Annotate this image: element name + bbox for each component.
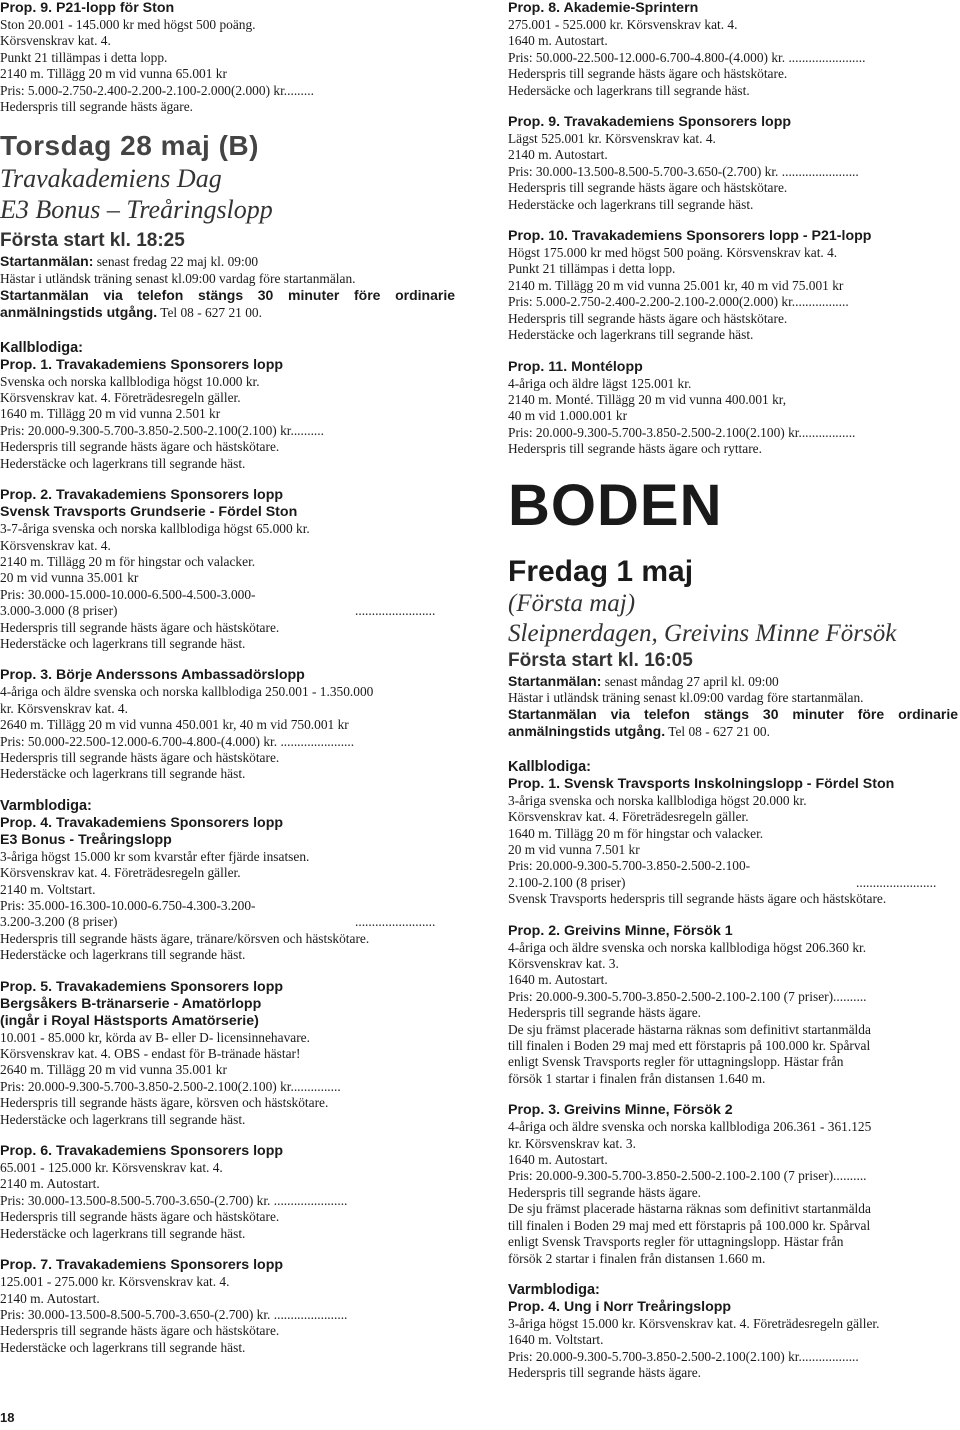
- prop-title: Prop. 8. Akademie-Sprintern: [508, 0, 699, 16]
- prop-line: Hederstäcke och lagerkrans till segrande häst.: [0, 635, 246, 651]
- prop-line: 20 m vid vunna 35.001 kr: [0, 570, 139, 586]
- leader-dots: ........................: [355, 914, 436, 930]
- prop-line: Pris: 20.000-9.300-5.700-3.850-2.500-2.100-2.100 (7 priser)..........: [508, 988, 867, 1004]
- prop-line: Pris: 50.000-22.500-12.000-6.700-4.800-(4.000) kr. ......................: [0, 733, 355, 749]
- prop-title: Prop. 9. Travakademiens Sponsorers lopp: [508, 114, 792, 131]
- utlandsk-line: Hästar i utländsk träning senast kl.09:00 vardag före startanmälan.: [0, 270, 356, 286]
- prop-line: Pris: 20.000-9.300-5.700-3.850-2.500-2.100-: [508, 858, 751, 874]
- telefon-line-2: [0, 304, 455, 321]
- prop-line: 3-åriga svenska och norska kallblodiga högst 20.000 kr.: [508, 792, 807, 808]
- prop-line: 2640 m. Tillägg 20 m vid vunna 35.001 kr: [0, 1062, 227, 1078]
- prop-title: Prop. 1. Svensk Travsports Inskolningslopp - Fördel Ston: [508, 775, 895, 792]
- prop-line: Pris: 20.000-9.300-5.700-3.850-2.500-2.100(2.100) kr.................: [508, 424, 856, 440]
- utlandsk-line: Hästar i utländsk träning senast kl.09:00 vardag före startanmälan.: [508, 689, 864, 705]
- prop-line: Hederspris till segrande hästs ägare och hästskötare.: [508, 310, 788, 326]
- prop-line: Hederspris till segrande hästs ägare och ryttare.: [508, 441, 762, 457]
- prop-line: Svenska och norska kallblodiga högst 10.000 kr.: [0, 373, 260, 389]
- telefon-rest: Tel 08 - 627 21 00.: [665, 724, 770, 740]
- startanmalan-line: [0, 253, 455, 270]
- prop-line: Pris: 20.000-9.300-5.700-3.850-2.500-2.100(2.100) kr..........: [0, 422, 324, 438]
- prop-title: Prop. 1. Travakademiens Sponsorers lopp: [0, 356, 284, 373]
- prop-line: 1640 m. Autostart.: [508, 1152, 608, 1168]
- prop-line: 275.001 - 525.000 kr. Körsvenskrav kat. 4.: [508, 17, 738, 32]
- prop-title: Prop. 9. P21-lopp för Ston: [0, 0, 175, 16]
- prop-line: 3-åriga högst 15.000 kr. Körsvenskrav kat. 4. Företrädesregeln gäller.: [508, 1315, 880, 1331]
- prop-line: 3-åriga högst 15.000 kr som kvarstår efter fjärde insatsen.: [0, 848, 310, 864]
- prop-line: 2140 m. Autostart.: [508, 147, 608, 163]
- prop-line: Hederspris till segrande hästs ägare.: [0, 99, 193, 115]
- prop-title: Prop. 11. Montélopp: [508, 358, 643, 375]
- prop-2-block: [0, 487, 455, 652]
- prop-line: Hederstäcke och lagerkrans till segrande häst.: [0, 455, 246, 471]
- prop-3-block: [0, 667, 455, 782]
- prop-line: Hederspris till segrande hästs ägare och hästskötare.: [0, 749, 280, 765]
- prop-line: kr. Körsvenskrav kat. 3.: [508, 1135, 636, 1151]
- prop-line: Punkt 21 tillämpas i detta lopp.: [508, 261, 676, 277]
- prop-title: Prop. 5. Travakademiens Sponsorers lopp: [0, 978, 284, 995]
- prop-line: 4-åriga och äldre svenska och norska kallblodiga 250.001 - 1.350.000: [0, 684, 374, 700]
- prop-title: Prop. 2. Greivins Minne, Försök 1: [508, 922, 733, 939]
- prop-line: 4-åriga och äldre lägst 125.001 kr.: [508, 375, 692, 391]
- prop-line: 20 m vid vunna 7.501 kr: [508, 841, 640, 857]
- prop-line: 2140 m. Autostart.: [0, 1290, 100, 1306]
- prop-subtitle: (ingår i Royal Hästsports Amatörserie): [0, 1012, 259, 1029]
- prop-line: enligt Svensk Travsports regler för uttagningslopp. Hästar från: [508, 1054, 844, 1070]
- kallblodiga-heading: Kallblodiga:: [0, 339, 83, 356]
- day-header-fredag: [508, 555, 958, 741]
- day-subname: Sleipnerdagen, Greivins Minne Försök: [508, 619, 897, 647]
- prop-line: 1640 m. Autostart.: [508, 972, 608, 988]
- prop-title: Prop. 7. Travakademiens Sponsorers lopp: [0, 1257, 284, 1274]
- prop-line: Pris: 5.000-2.750-2.400-2.200-2.100-2.000(2.000) kr.................: [508, 294, 849, 310]
- prop-line: 1640 m. Tillägg 20 m vid vunna 2.501 kr: [0, 406, 221, 422]
- prop-subtitle: E3 Bonus - Treåringslopp: [0, 831, 172, 848]
- day-subname: E3 Bonus – Treåringslopp: [0, 195, 273, 225]
- prop-line: Hederspris till segrande hästs ägare och hästskötare.: [508, 66, 788, 82]
- prop-line: [508, 875, 958, 891]
- kallblodiga-heading: Kallblodiga:: [508, 758, 591, 775]
- prop-title: Prop. 2. Travakademiens Sponsorers lopp: [0, 487, 284, 504]
- telefon-line: Startanmälan via telefon stängs 30 minuter före ordinarie: [0, 287, 455, 304]
- prop-line: 1640 m. Voltstart.: [508, 1332, 604, 1348]
- telefon-bold: anmälningstids utgång.: [0, 304, 158, 321]
- day-name: Travakademiens Dag: [0, 164, 222, 194]
- prop-line: Hederspris till segrande hästs ägare och hästskötare.: [508, 180, 788, 196]
- prop-line: Punkt 21 tillämpas i detta lopp.: [0, 49, 168, 65]
- prop-line: Pris: 30.000-15.000-10.000-6.500-4.500-3.000-: [0, 586, 256, 602]
- prop-1-block: [0, 357, 455, 472]
- prop-subtitle: Svensk Travsports Grundserie - Fördel Ston: [0, 504, 298, 521]
- prop-line: 4-åriga och äldre svenska och norska kallblodiga högst 206.360 kr.: [508, 939, 867, 955]
- prop-line: 2140 m. Tillägg 20 m vid vunna 25.001 kr, 40 m vid 75.001 kr: [508, 277, 844, 293]
- prop-line: 4-åriga och äldre svenska och norska kallblodiga 206.361 - 361.125: [508, 1119, 872, 1135]
- prop-line: 2140 m. Voltstart.: [0, 881, 96, 897]
- prop-line: Hederspris till segrande hästs ägare, tränare/körsven och hästskötare.: [0, 930, 370, 946]
- prop-line: till finalen i Boden 29 maj med ett förstapris på 100.000 kr. Spårval: [508, 1217, 871, 1233]
- prop-4-block: [508, 1299, 958, 1382]
- startanmalan-label: Startanmälan:: [508, 672, 602, 689]
- leader-dots: ........................: [355, 603, 436, 619]
- prop-line: Pris: 30.000-13.500-8.500-5.700-3.650-(2.700) kr. .......................: [508, 163, 859, 179]
- prop-9-block: [0, 0, 455, 115]
- page-number: 18: [0, 1410, 15, 1425]
- first-start: Första start kl. 18:25: [0, 230, 185, 252]
- telefon-line-2: [508, 723, 958, 740]
- prop-4-block: [0, 815, 455, 964]
- prop-line: enligt Svensk Travsports regler för uttagningslopp. Hästar från: [508, 1234, 844, 1250]
- prop-title: Prop. 4. Ung i Norr Treåringslopp: [508, 1298, 732, 1315]
- prop-line: Pris: 20.000-9.300-5.700-3.850-2.500-2.100-2.100 (7 priser)..........: [508, 1168, 867, 1184]
- prop-2-block: [508, 923, 958, 1088]
- prop-5-block: [0, 979, 455, 1128]
- leader-dots: ........................: [856, 874, 937, 890]
- prop-title: Prop. 10. Travakademiens Sponsorers lopp - P21-lopp: [508, 228, 872, 245]
- day-title: Fredag 1 maj: [508, 554, 694, 588]
- prop-line: Hederspris till segrande hästs ägare.: [508, 1365, 701, 1381]
- startanmalan-line: [508, 673, 958, 690]
- prop-line: Hederstäcke och lagerkrans till segrande häst.: [0, 1225, 246, 1241]
- prop-7-block: [0, 1257, 455, 1356]
- first-start: Första start kl. 16:05: [508, 649, 693, 671]
- prop-line: försök 1 startar i finalen från distansen 1.640 m.: [508, 1070, 766, 1086]
- prop-line: Körsvenskrav kat. 4.: [0, 33, 111, 49]
- prop-line: Hederstäcke och lagerkrans till segrande häst.: [0, 1339, 246, 1355]
- prop-line: Pris: 20.000-9.300-5.700-3.850-2.500-2.100(2.100) kr...............: [0, 1078, 341, 1094]
- prop-line: kr. Körsvenskrav kat. 4.: [0, 700, 128, 716]
- prop-title: Prop. 3. Börje Anderssons Ambassadörslopp: [0, 667, 305, 684]
- prop-line: 1640 m. Autostart.: [508, 33, 608, 49]
- prop-line: Hederspris till segrande hästs ägare.: [508, 1184, 701, 1200]
- startanmalan-text: senast fredag 22 maj kl. 09:00: [93, 254, 259, 270]
- prop-line: Lägst 525.001 kr. Körsvenskrav kat. 4.: [508, 131, 716, 147]
- prop-9-block: [508, 114, 958, 213]
- prop-line: Högst 175.000 kr med högst 500 poäng. Körsvenskrav kat. 4.: [508, 245, 838, 261]
- prop-line: Pris: 20.000-9.300-5.700-3.850-2.500-2.100(2.100) kr..................: [508, 1348, 859, 1364]
- prop-line: Hederstäcke och lagerkrans till segrande häst.: [508, 196, 754, 212]
- prop-line-text: 2.100-2.100 (8 priser): [508, 874, 626, 890]
- prop-line: 2140 m. Tillägg 20 m för hingstar och valacker.: [0, 553, 256, 569]
- telefon-rest: Tel 08 - 627 21 00.: [157, 305, 262, 321]
- prop-line: 40 m vid 1.000.001 kr: [508, 408, 628, 424]
- prop-line-text: 3.200-3.200 (8 priser): [0, 914, 118, 930]
- prop-line: Körsvenskrav kat. 4. Företrädesregeln gäller.: [0, 390, 241, 406]
- prop-line: Hederstäcke och lagerkrans till segrande häst.: [508, 327, 754, 343]
- prop-line: Hedersäcke och lagerkrans till segrande häst.: [508, 82, 750, 98]
- startanmalan-label: Startanmälan:: [0, 253, 94, 270]
- prop-line: 125.001 - 275.000 kr. Körsvenskrav kat. 4.: [0, 1274, 230, 1290]
- day-title: Torsdag 28 maj (B): [0, 130, 259, 162]
- varmblodiga-heading: Varmblodiga:: [0, 797, 92, 814]
- telefon-bold: anmälningstids utgång.: [508, 723, 666, 740]
- prop-line: försök 2 startar i finalen från distansen 1.660 m.: [508, 1250, 766, 1266]
- prop-line: 1640 m. Tillägg 20 m för hingstar och valacker.: [508, 825, 764, 841]
- prop-subtitle: Bergsåkers B-tränarserie - Amatörlopp: [0, 995, 262, 1012]
- prop-line: Körsvenskrav kat. 4. Företrädesregeln gäller.: [0, 865, 241, 881]
- day-name: (Första maj): [508, 589, 636, 617]
- prop-line: Hederstäcke och lagerkrans till segrande häst.: [0, 766, 246, 782]
- prop-line: 65.001 - 125.000 kr. Körsvenskrav kat. 4.: [0, 1160, 223, 1176]
- prop-title: Prop. 4. Travakademiens Sponsorers lopp: [0, 814, 284, 831]
- prop-line: 2140 m. Monté. Tillägg 20 m vid vunna 400.001 kr,: [508, 391, 787, 407]
- prop-title: Prop. 6. Travakademiens Sponsorers lopp: [0, 1143, 284, 1160]
- startanmalan-text: senast måndag 27 april kl. 09:00: [601, 673, 779, 689]
- prop-line-text: 3.000-3.000 (8 priser): [0, 603, 118, 619]
- prop-line: Hederstäcke och lagerkrans till segrande häst.: [0, 947, 246, 963]
- prop-line: Ston 20.001 - 145.000 kr med högst 500 poäng.: [0, 17, 256, 32]
- prop-line: Hederspris till segrande hästs ägare och hästskötare.: [0, 1209, 280, 1225]
- prop-line: Hederspris till segrande hästs ägare, körsven och hästskötare.: [0, 1095, 329, 1111]
- left-column: [0, 0, 455, 1371]
- day-header-torsdag: [0, 129, 455, 321]
- prop-6-block: [0, 1143, 455, 1242]
- prop-10-block: [508, 228, 958, 343]
- prop-line: 2140 m. Tillägg 20 m vid vunna 65.001 kr: [0, 66, 227, 82]
- prop-title: Prop. 3. Greivins Minne, Försök 2: [508, 1102, 733, 1119]
- prop-line: 2140 m. Autostart.: [0, 1176, 100, 1192]
- prop-line: Hederstäcke och lagerkrans till segrande häst.: [0, 1111, 246, 1127]
- prop-line: De sju främst placerade hästarna räknas som definitivt startanmälda: [508, 1021, 871, 1037]
- prop-line: Hederspris till segrande hästs ägare och hästskötare.: [0, 439, 280, 455]
- telefon-line: Startanmälan via telefon stängs 30 minuter före ordinarie: [508, 706, 958, 723]
- prop-line: Hederspris till segrande hästs ägare och hästskötare.: [0, 619, 280, 635]
- prop-line: Körsvenskrav kat. 3.: [508, 956, 619, 971]
- prop-line: Körsvenskrav kat. 4. OBS - endast för B-tränade hästar!: [0, 1046, 301, 1062]
- prop-1-block: [508, 776, 958, 908]
- prop-line: Körsvenskrav kat. 4.: [0, 537, 111, 553]
- prop-line: Pris: 30.000-13.500-8.500-5.700-3.650-(2.700) kr. ......................: [0, 1306, 348, 1322]
- prop-line: Pris: 30.000-13.500-8.500-5.700-3.650-(2.700) kr. ......................: [0, 1192, 348, 1208]
- prop-line: till finalen i Boden 29 maj med ett förstapris på 100.000 kr. Spårval: [508, 1038, 871, 1054]
- venue-title: BODEN: [508, 472, 723, 538]
- prop-8-block: [508, 0, 958, 99]
- prop-3-block: [508, 1102, 958, 1267]
- prop-line: Pris: 35.000-16.300-10.000-6.750-4.300-3.200-: [0, 898, 256, 913]
- prop-line: Hederspris till segrande hästs ägare och hästskötare.: [0, 1323, 280, 1339]
- prop-line: Pris: 5.000-2.750-2.400-2.200-2.100-2.000(2.000) kr.........: [0, 82, 314, 98]
- prop-line: 3-7-åriga svenska och norska kallblodiga högst 65.000 kr.: [0, 521, 310, 537]
- right-column: [508, 0, 958, 1397]
- prop-11-block: [508, 359, 958, 458]
- prop-line: [0, 603, 455, 619]
- prop-line: Hederspris till segrande hästs ägare.: [508, 1005, 701, 1021]
- prop-line: 2640 m. Tillägg 20 m vid vunna 450.001 kr, 40 m vid 750.001 kr: [0, 717, 349, 733]
- prop-line: [0, 914, 455, 930]
- varmblodiga-heading: Varmblodiga:: [508, 1281, 600, 1298]
- prop-line: Svensk Travsports hederspris till segrande hästs ägare och hästskötare.: [508, 891, 887, 907]
- prop-line: 10.001 - 85.000 kr, körda av B- eller D- licensinnehavare.: [0, 1029, 310, 1045]
- prop-line: Körsvenskrav kat. 4. Företrädesregeln gäller.: [508, 809, 749, 825]
- prop-line: Pris: 50.000-22.500-12.000-6.700-4.800-(4.000) kr. .......................: [508, 49, 866, 65]
- prop-line: De sju främst placerade hästarna räknas som definitivt startanmälda: [508, 1201, 871, 1217]
